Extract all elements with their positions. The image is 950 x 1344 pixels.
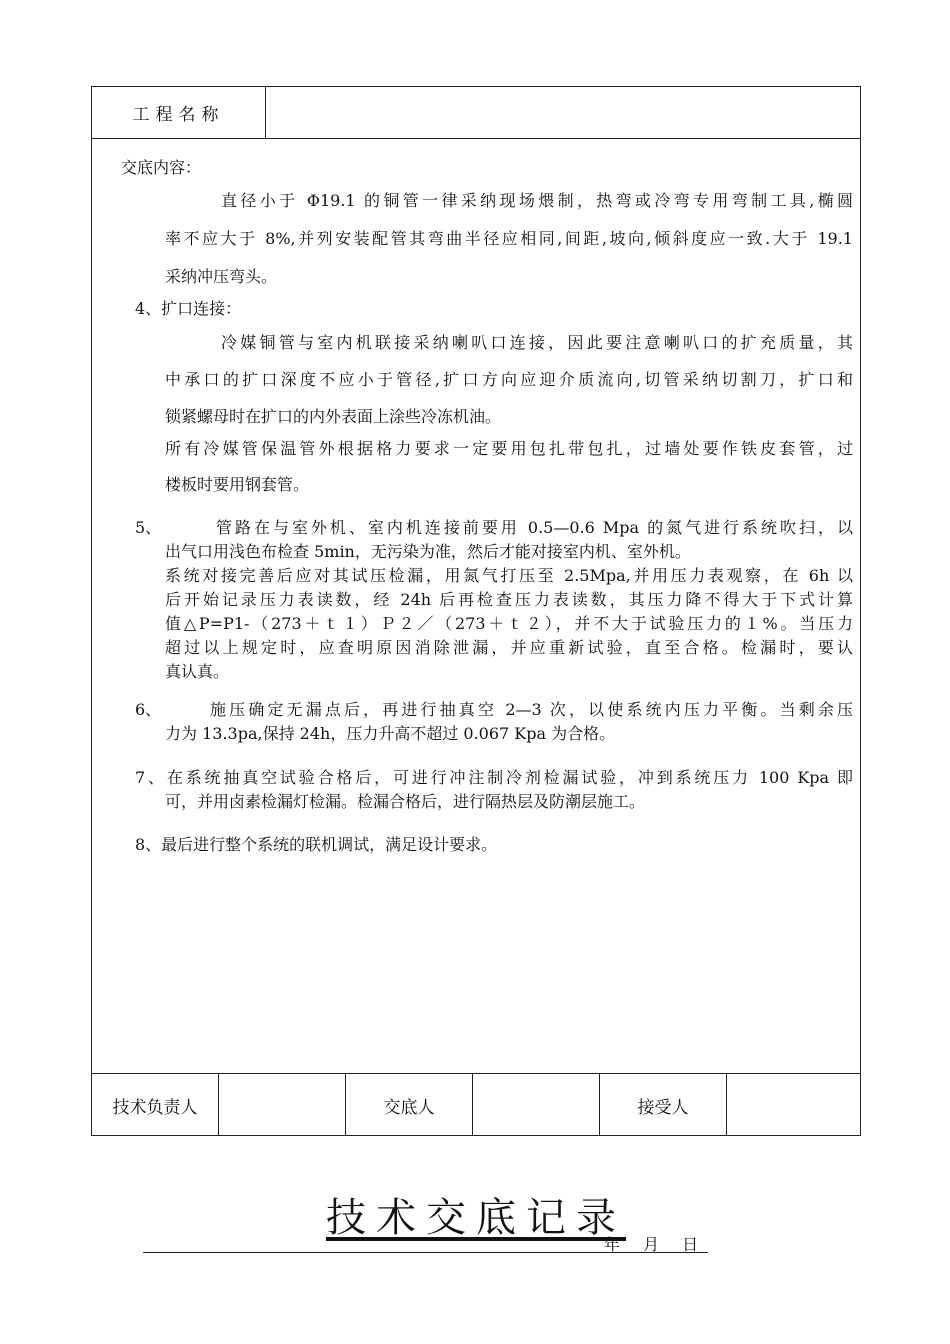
para4b-line1: 所有冷媒管保温管外根据格力要求一定要用包扎带包扎，过墙处要作铁皮套管，过 [165,439,853,458]
project-name-field[interactable] [266,87,860,138]
item5-line5: 值△P=P1-（273＋ｔ１）Ｐ２／（273＋ｔ２），并不大于试验压力的１%。当压力 [165,614,853,633]
para4-line3: 锁紧螺母时在扩口的内外表面上涂些冷冻机油。 [165,407,502,426]
discloser-label: 交底人 [346,1074,473,1136]
item5-number: 5、 [135,518,162,537]
receiver-field[interactable] [727,1074,860,1136]
item5-line2: 出气口用浅色布检查 5min，无污染为准，然后才能对接室内机、室外机。 [165,542,691,561]
signature-row [92,1073,860,1136]
project-name-label: 工程名称 [92,87,266,138]
item6-number: 6、 [135,700,162,719]
para4-line2: 中承口的扩口深度不应小于管径,扩口方向应迎介质流向,切管采纳切割刀，扩口和 [165,370,853,389]
discloser-field[interactable] [473,1074,600,1136]
item8-line: 8、最后进行整个系统的联机调试，满足设计要求。 [135,835,498,854]
receiver-label: 接受人 [600,1074,727,1136]
para4b-line2: 楼板时要用钢套管。 [165,475,310,494]
item7-line1: 7、在系统抽真空试验合格后，可进行冲注制冷剂检漏试验，冲到系统压力 100 Kpa 即 [135,768,853,787]
item5-line4: 后开始记录压力表读数，经 24h 后再检查压力表读数，其压力降不得大于下式计算 [165,590,853,609]
disclosure-content [92,139,860,1073]
date-label: 年 月 日 [604,1235,699,1254]
tech-lead-field[interactable] [219,1074,346,1136]
project-name-row [92,87,860,139]
content-heading: 交底内容： [121,158,202,177]
item4-title: 4、扩口连接： [135,299,242,318]
tech-lead-label: 技术负责人 [92,1074,219,1136]
para1-line1: 直径小于 Φ19.1 的铜管一律采纳现场煨制，热弯或冷弯专用弯制工具,椭圆 [221,191,853,210]
document-title: 技术交底记录 [326,1195,626,1241]
item5-line7: 真认真。 [165,662,230,681]
item6-line1: 施压确定无漏点后，再进行抽真空 2—3 次，以使系统内压力平衡。当剩余压 [210,700,853,719]
item6-line2: 力为 13.3pa,保持 24h，压力升高不超过 0.067 Kpa 为合格。 [165,724,616,743]
para1-line2: 率不应大于 8%,并列安装配管其弯曲半径应相同,间距,坡向,倾斜度应一致.大于 19.1 [165,229,853,248]
para1-line3: 采纳冲压弯头。 [165,267,278,286]
item5-line1: 管路在与室外机、室内机连接前要用 0.5—0.6 Mpa 的氮气进行系统吹扫，以 [216,518,853,537]
para4-line1: 冷媒铜管与室内机联接采纳喇叭口连接，因此要注意喇叭口的扩充质量，其 [221,333,853,352]
item7-line2: 可，并用卤素检漏灯检漏。检漏合格后，进行隔热层及防潮层施工。 [165,792,646,811]
item5-line3: 系统对接完善后应对其试压检漏，用氮气打压至 2.5Mpa,并用压力表观察，在 6h 以 [165,566,853,585]
disclosure-form [91,86,861,1136]
item5-line6: 超过以上规定时，应查明原因消除泄漏，并应重新试验，直至合格。检漏时，要认 [165,638,853,657]
